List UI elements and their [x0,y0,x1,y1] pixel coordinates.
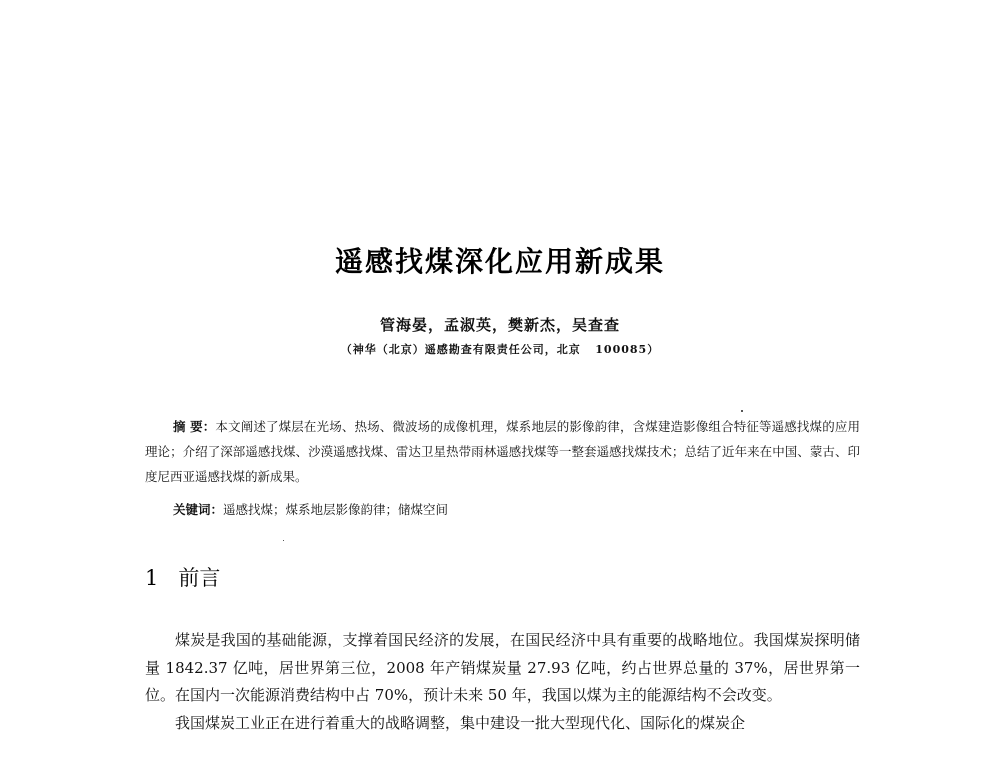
abstract-block [145,414,860,489]
body-paragraph: 煤炭是我国的基础能源，支撑着国民经济的发展，在国民经济中具有重要的战略地位。我国煤炭探明储量 1842.37 亿吨，居世界第三位，2008 年产销煤炭量 27.93 亿吨，约占世界总量的 37%，居世界第一位。在国内一次能源消费结构中占 70%，预计未来 50 年，我国以煤为主的能源结构不会改变。 [145,631,860,704]
scan-speck [741,410,743,412]
keywords-block [145,497,860,522]
paper-title: 遥感找煤深化应用新成果 [334,245,665,278]
section-title: 前言 [178,566,221,590]
paper-authors: 管海晏，孟淑英，樊新杰，吴查查 [379,316,620,334]
body-paragraph: 我国煤炭工业正在进行着重大的战略调整，集中建设一批大型现代化、国际化的煤炭企 [175,713,746,732]
section-heading [145,562,220,592]
keywords-text: 遥感找煤；煤系地层影像韵律；储煤空间 [223,502,449,517]
body-text [145,627,860,737]
paper-affiliation: （神华（北京）遥感勘查有限责任公司，北京 100085） [340,343,660,356]
abstract-text: 本文阐述了煤层在光场、热场、微波场的成像机理，煤系地层的影像韵律，含煤建造影像组合特征等遥感找煤的应用理论；介绍了深部遥感找煤、沙漠遥感找煤、雷达卫星热带雨林遥感找煤等一整套遥感找煤技术；总结了近年来在中国、蒙古、印度尼西亚遥感找煤的新成果。 [145,419,860,484]
scan-speck [283,540,284,541]
section-number: 1 [145,566,159,590]
keywords-label: 关键词： [173,502,224,517]
abstract-label: 摘 要： [173,419,216,434]
